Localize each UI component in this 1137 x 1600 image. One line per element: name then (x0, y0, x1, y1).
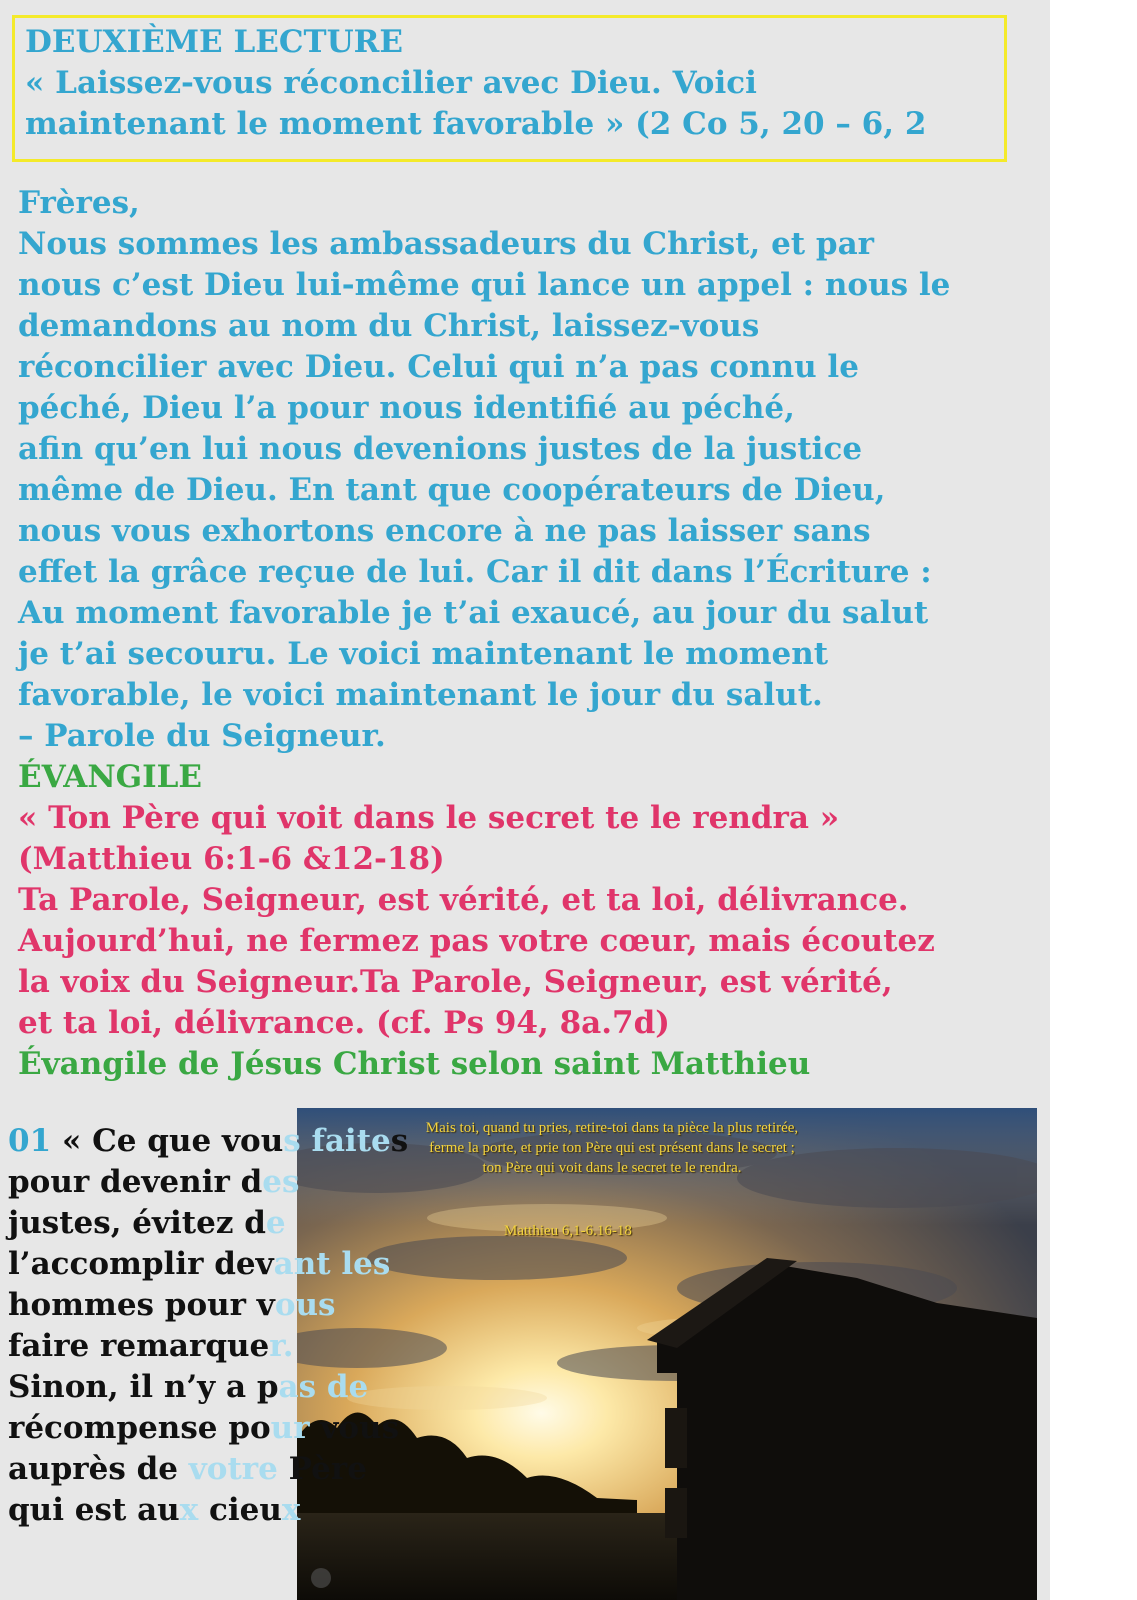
reading-header: DEUXIÈME LECTURE (25, 24, 404, 60)
reading-line: demandons au nom du Christ, laissez-vous (18, 308, 760, 344)
verse-line (8, 1164, 300, 1200)
verse-part-faded: ous (274, 1287, 336, 1323)
verse-part: pour devenir d (8, 1164, 263, 1200)
reading-subtitle-2: maintenant le moment favorable » (2 Co 5, 20 – 6, 2 (25, 106, 927, 142)
verse-part: l’accomplir dev (8, 1246, 274, 1282)
image-reference: Matthieu 6,1-6.16-18 (504, 1223, 632, 1239)
reading-line: effet la grâce reçue de lui. Car il dit dans l’Écriture : (18, 554, 932, 590)
reading-line: je t’ai secouru. Le voici maintenant le moment (18, 636, 829, 672)
gospel-acclamation-line: Aujourd’hui, ne fermez pas votre cœur, mais écoutez (18, 923, 935, 959)
verse-part-faded: s faite (283, 1123, 391, 1159)
verse-line (8, 1369, 369, 1405)
verse-part-faded: ur (270, 1410, 310, 1446)
verse-part: Sinon, il n’y a p (8, 1369, 279, 1405)
reading-line: afin qu’en lui nous devenions justes de la justice (18, 431, 863, 467)
gospel-source: Évangile de Jésus Christ selon saint Matthieu (18, 1046, 811, 1082)
reading-line: Nous sommes les ambassadeurs du Christ, et par (18, 226, 875, 262)
sunset-photo (297, 1108, 1037, 1600)
verse-part-faded: x (179, 1492, 199, 1528)
verse-part-faded: x (281, 1492, 301, 1528)
verse-part: hommes pour v (8, 1287, 275, 1323)
image-quote-line: ferme la porte, et prie ton Père qui est présent dans le secret ; (429, 1140, 795, 1156)
gospel-header: ÉVANGILE (18, 759, 203, 795)
reading-subtitle-1: « Laissez-vous réconcilier avec Dieu. Voici (25, 65, 757, 101)
reading-line: réconcilier avec Dieu. Celui qui n’a pas connu le (18, 349, 859, 385)
verse-part-faded: r. (269, 1328, 294, 1364)
verse-line (8, 1492, 301, 1528)
gospel-acclamation-line: Ta Parole, Seigneur, est vérité, et ta loi, délivrance. (18, 882, 909, 918)
reading-line: favorable, le voici maintenant le jour du salut. (18, 677, 823, 713)
verse-part: s (390, 1123, 409, 1159)
verse-line (8, 1246, 391, 1282)
verse-part: cieu (198, 1492, 282, 1528)
verse-part-faded: e (265, 1205, 286, 1241)
verse-part-faded: es (262, 1164, 300, 1200)
gospel-acclamation-line: et ta loi, délivrance. (cf. Ps 94, 8a.7d) (18, 1005, 670, 1041)
verse-line (8, 1410, 400, 1446)
verse-number: 01 (8, 1123, 52, 1159)
reading-line: nous vous exhortons encore à ne pas laisser sans (18, 513, 871, 549)
sunset-scene (297, 1108, 1037, 1600)
verse-part-faded: votre (188, 1451, 278, 1487)
verse-part: faire remarque (8, 1328, 270, 1364)
verse-part-faded: as de (278, 1369, 369, 1405)
gospel-reference: (Matthieu 6:1-6 &12-18) (18, 841, 445, 877)
verse-part: Père (277, 1451, 367, 1487)
verse-line (8, 1451, 367, 1487)
verse-line (8, 1287, 336, 1323)
gospel-title: « Ton Père qui voit dans le secret te le rendra » (18, 800, 840, 836)
image-quote-line: ton Père qui voit dans le secret te le rendra. (482, 1160, 742, 1176)
reading-line: nous c’est Dieu lui-même qui lance un appel : nous le (18, 267, 951, 303)
reading-line: péché, Dieu l’a pour nous identifié au péché, (18, 390, 795, 426)
verse-part: qui est au (8, 1492, 180, 1528)
verse-part-faded: ant les (273, 1246, 391, 1282)
reading-line: Au moment favorable je t’ai exaucé, au jour du salut (18, 595, 929, 631)
verse-part: justes, évitez d (8, 1205, 266, 1241)
verse-part: vous (309, 1410, 400, 1446)
reading-closing: – Parole du Seigneur. (18, 718, 386, 754)
verse-part: récompense po (8, 1410, 271, 1446)
verse-line-1 (8, 1123, 409, 1159)
verse-line (8, 1328, 294, 1364)
verse-line (8, 1205, 286, 1241)
reading-line: même de Dieu. En tant que coopérateurs de Dieu, (18, 472, 886, 508)
verse-part: « Ce que vou (61, 1123, 284, 1159)
image-quote-line: Mais toi, quand tu pries, retire-toi dans ta pièce la plus retirée, (425, 1120, 799, 1136)
gospel-acclamation-line: la voix du Seigneur.Ta Parole, Seigneur, est vérité, (18, 964, 893, 1000)
verse-part: auprès de (8, 1451, 189, 1487)
reading-line: Frères, (18, 185, 140, 221)
